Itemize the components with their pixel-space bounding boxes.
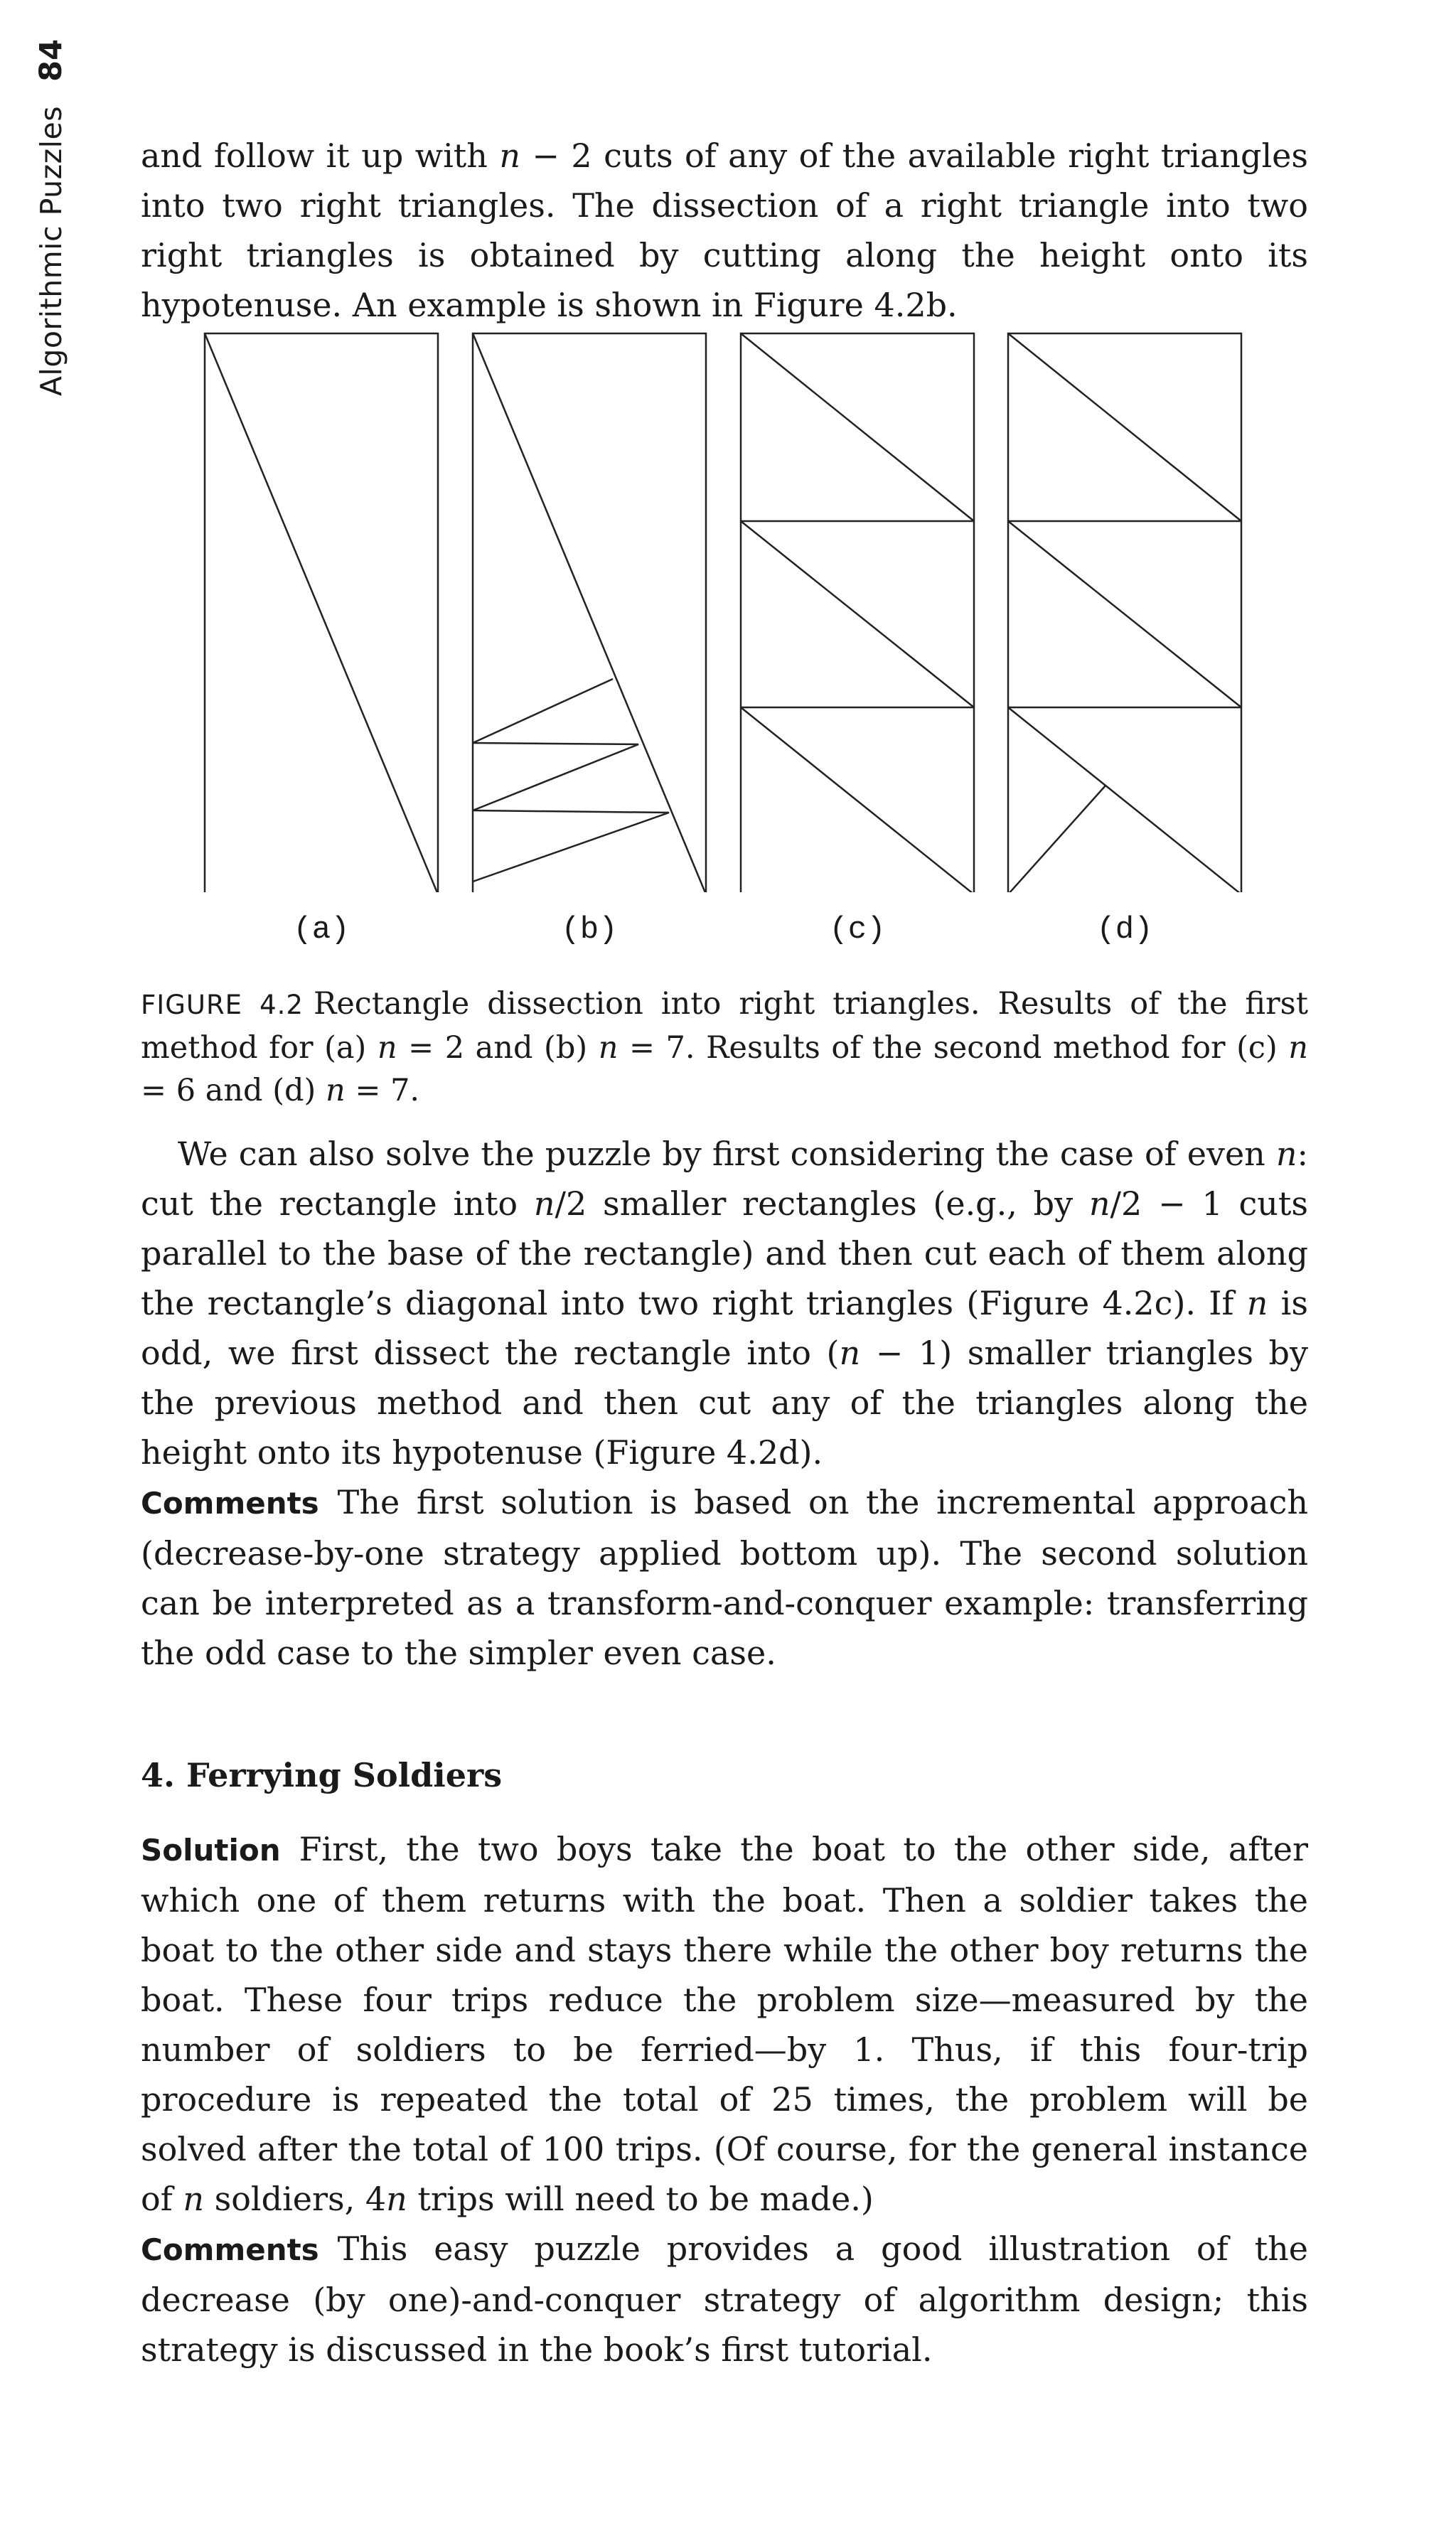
- caption-label: FIGURE 4.2: [141, 990, 304, 1020]
- figure-caption: FIGURE 4.2 Rectangle dissection into right triangles. Results of the first method for (a) n = 2 and (b) n = 7. Results of the second method for (c) n = 6 and (d) n = 7.: [141, 986, 1309, 1108]
- comments-text-1: The first solution is based on the incremental approach (decrease-by-one strategy applied bottom up). The second solution can be interpreted as a transform-and-conquer example: transferring the odd case to the simpler even case.: [141, 1483, 1308, 1672]
- figure-drawing: [192, 323, 1251, 892]
- figure-4-2: [192, 323, 1251, 963]
- figure-label-a: (a): [293, 912, 350, 948]
- solution-label: Solution: [141, 1833, 281, 1868]
- panel-d-height-cut: [1008, 786, 1106, 892]
- figure-label-c: (c): [829, 912, 886, 948]
- figure-label-d: (d): [1096, 912, 1153, 948]
- panel-b-drawing: [473, 333, 706, 892]
- running-head-title: Algorithmic Puzzles: [34, 105, 68, 397]
- solution-block: Solution First, the two boys take the boat to the other side, after which one of them returns with the boat. Then a soldier takes the boat to the other side and stays there while the other boy returns the boat. These four trips reduce the problem size—measured by the number of soldiers to be ferried—by 1. Thus, if this four-trip procedure is repeated the total of 25 times, the problem will be solved after the total of 100 trips. (Of course, for the general instance of n soldiers, 4n trips will need to be made.): [141, 1830, 1308, 2218]
- paragraph-intro: [141, 131, 1308, 330]
- paragraph-even-case: [141, 1129, 1308, 1477]
- comments-block-2: [141, 2224, 1308, 2375]
- panel-a-drawing: [205, 333, 438, 892]
- comments-block-1: [141, 1477, 1308, 1678]
- panel-b-diagonal: [473, 333, 706, 892]
- panel-a-diagonal: [205, 333, 438, 892]
- panel-c-rectangle: [741, 333, 974, 892]
- running-head: [30, 39, 73, 494]
- page-number: 84: [33, 39, 69, 82]
- panel-c-drawing: [741, 333, 974, 892]
- section-heading: 4. Ferrying Soldiers: [141, 1756, 503, 1794]
- panel-b-cuts: [473, 679, 669, 882]
- comments-label-2: Comments: [141, 2232, 319, 2267]
- paragraph-even-case-text: We can also solve the puzzle by first considering the case of even n: cut the rectangle into n/2 smaller rectangles (e.g., by n/2 − 1 cuts parallel to the base of the rectangle) and then cut each of them along the rectangle’s diagonal into two right triangles (Figure 4.2c). If n is odd, we first dissect the rectangle into (n − 1) smaller triangles by the previous method and then cut any of the triangles along the height onto its hypotenuse (Figure 4.2d).: [141, 1135, 1308, 1472]
- comments-label-1: Comments: [141, 1486, 319, 1521]
- comments-text-2: This easy puzzle provides a good illustration of the decrease (by one)-and-conquer strategy of algorithm design; this strategy is discussed in the book’s first tutorial.: [141, 2229, 1308, 2369]
- panel-d-rectangle: [1008, 333, 1241, 892]
- figure-label-b: (b): [561, 912, 618, 948]
- panel-d-drawing: [1008, 333, 1241, 892]
- paragraph-intro-text: and follow it up with n − 2 cuts of any of the available right triangles into two right triangles. The dissection of a right triangle into two right triangles is obtained by cutting along the height onto its hypotenuse. An example is shown in Figure 4.2b.: [141, 136, 1308, 324]
